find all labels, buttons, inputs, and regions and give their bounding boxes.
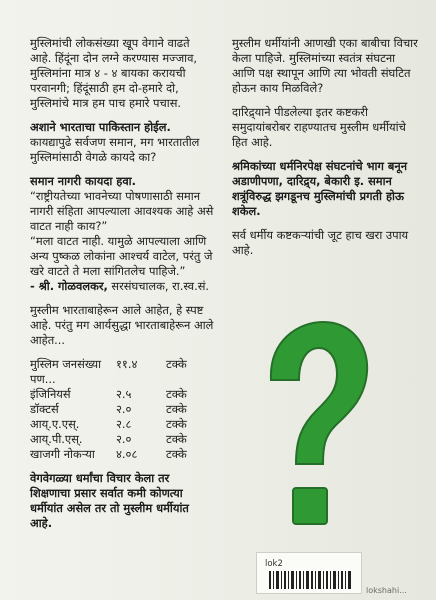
table-row: [30, 402, 187, 417]
table-row: [30, 357, 187, 372]
quote-author: - श्री. गोळवलकर,: [30, 279, 108, 293]
paragraph-population: [30, 36, 226, 111]
table-row: [30, 387, 187, 402]
text-line: अन्य पुष्कळ लोकांना आश्चर्य वाटेल, परंतु जे: [30, 249, 213, 263]
text-line: परवानगी; हिंदूंसाठी हम दो-हमारे दो,: [30, 81, 179, 95]
stat-label: मुस्लिम जनसंख्या: [30, 357, 102, 371]
barcode-icon: [269, 571, 351, 589]
stat-unit: टक्के: [166, 387, 187, 401]
text-line: “मला वाटत नाही. यामुळे आपल्याला आणि: [30, 234, 207, 248]
paragraph-solution: [232, 228, 426, 258]
stat-unit: टक्के: [166, 357, 187, 371]
stat-unit: टक्के: [166, 447, 187, 461]
text-line: खरे वाटते ते मला सांगितलेच पाहिजे.”: [30, 264, 186, 278]
text-line: मुस्लिमांसाठी वेगळे कायदे का?: [30, 150, 157, 164]
text-line: धर्मीयांत असेल तर तो मुस्लीम धर्मीयांत: [30, 501, 189, 515]
paragraph-aryans: [30, 303, 226, 348]
text-line: आहेत...: [30, 333, 66, 347]
text-line: मुस्लिमांची लोकसंख्या खूप वेगाने वाढते: [30, 36, 190, 50]
stat-value: २.५: [116, 387, 132, 401]
stat-value: ११.४: [116, 357, 138, 371]
text-line: श्रमिकांच्या धर्मनिरपेक्ष संघटनांचे भाग बनून: [232, 159, 408, 173]
text-line: आहे. परंतु मग आर्यसुद्धा भारताबाहेरून आले: [30, 318, 214, 332]
text-line: वाटत नाही काय?”: [30, 219, 108, 233]
stat-label: आय्.ए.एस्.: [30, 417, 80, 431]
text-line: आणि पक्ष स्थापून आणि त्या भोवती संघटित: [232, 66, 411, 80]
stat-label: डॉक्टर्स: [30, 402, 59, 416]
paragraph-civil-code: [30, 174, 226, 294]
bold-heading: समान नागरी कायदा हवा.: [30, 174, 136, 188]
paragraph-interest: [232, 105, 426, 150]
paragraph-unity-bold: [232, 159, 426, 219]
text-line: मुस्लीम धर्मीयांनी आणखी एका बाबीचा विचार: [232, 36, 418, 50]
text-line: नागरी संहिता आपल्याला आवश्यक आहे असे: [30, 204, 214, 218]
footer-text: lokshahi...: [366, 586, 407, 595]
paragraph-organisations: [232, 36, 426, 96]
text-line: अडाणीपणा, दारिद्र्य, बेकारी इ. समान: [232, 174, 392, 188]
stat-label: इंजिनियर्स: [30, 387, 71, 401]
table-row: [30, 447, 187, 462]
text-line: समुदायांबरोबर राहण्यातच मुस्लीम धर्मीयांचे: [232, 120, 406, 134]
text-line: आहे.: [232, 243, 254, 257]
stat-label: खाजगी नोकऱ्या: [30, 447, 95, 461]
text-line: सर्व धर्मीय कष्टकऱ्यांची जूट हाच खरा उपाय: [232, 228, 409, 242]
text-line: होऊन काय मिळविले?: [232, 81, 324, 95]
text-line: कायद्यापुढे सर्वजण समान, मग भारतातील: [30, 135, 200, 149]
barcode-sticker: [256, 552, 362, 594]
quote-attribution: [30, 279, 226, 294]
stat-unit: टक्के: [166, 417, 187, 431]
paragraph-pakistan: [30, 120, 226, 165]
table-row: [30, 372, 187, 387]
text-line: मुस्लीम भारताबाहेरून आले आहेत, हे स्पष्ट: [30, 303, 204, 317]
text-line: शिक्षणाचा प्रसार सर्वात कमी कोणत्या: [30, 486, 183, 500]
text-line: “राष्ट्रीयतेच्या भावनेच्या पोषणासाठी समान: [30, 189, 201, 203]
text-line: केला पाहिजे. मुस्लिमांच्या स्वतंत्र संघटना: [232, 51, 396, 65]
barcode-label: lok2: [265, 559, 283, 569]
text-line: आहे. हिंदूंना दोन लग्ने करण्यास मज्जाव,: [30, 51, 198, 65]
text-line: शत्रूंविरुद्ध झगडूनच मुस्लिमांची प्रगती होऊ: [232, 189, 404, 203]
text-line: वेगवेगळ्या धर्मांचा विचार केला तर: [30, 471, 170, 485]
stat-value: २.८: [116, 417, 132, 431]
text-line: आहे.: [30, 516, 53, 530]
text-line: मुस्लिमांना मात्र ४ - ४ बायका करायची: [30, 66, 186, 80]
table-row: [30, 417, 187, 432]
text-line: मुस्लिमांचे मात्र हम पाच हमारे पचास.: [30, 96, 182, 110]
stat-unit: टक्के: [166, 402, 187, 416]
stat-continuation: पण...: [30, 372, 56, 386]
stat-label: आय्.पी.एस्.: [30, 432, 83, 446]
table-row: [30, 432, 187, 447]
left-column: [30, 36, 226, 540]
text-line: शकेल.: [232, 204, 261, 218]
statistics-table: [30, 357, 187, 462]
stat-value: २.०: [116, 402, 132, 416]
stat-value: ४.०८: [116, 447, 138, 461]
bold-heading: अशाने भारताचा पाकिस्तान होईल.: [30, 120, 171, 134]
stat-value: २.०: [116, 432, 132, 446]
text-line: हित आहे.: [232, 135, 273, 149]
paragraph-education: [30, 471, 226, 531]
stat-unit: टक्के: [166, 432, 187, 446]
text-line: दारिद्र्याने पीडलेल्या इतर कष्टकरी: [232, 105, 368, 119]
question-mark-icon: [263, 318, 373, 534]
quote-role: सरसंघचालक, रा.स्व.सं.: [107, 279, 210, 293]
right-column: [232, 36, 426, 267]
